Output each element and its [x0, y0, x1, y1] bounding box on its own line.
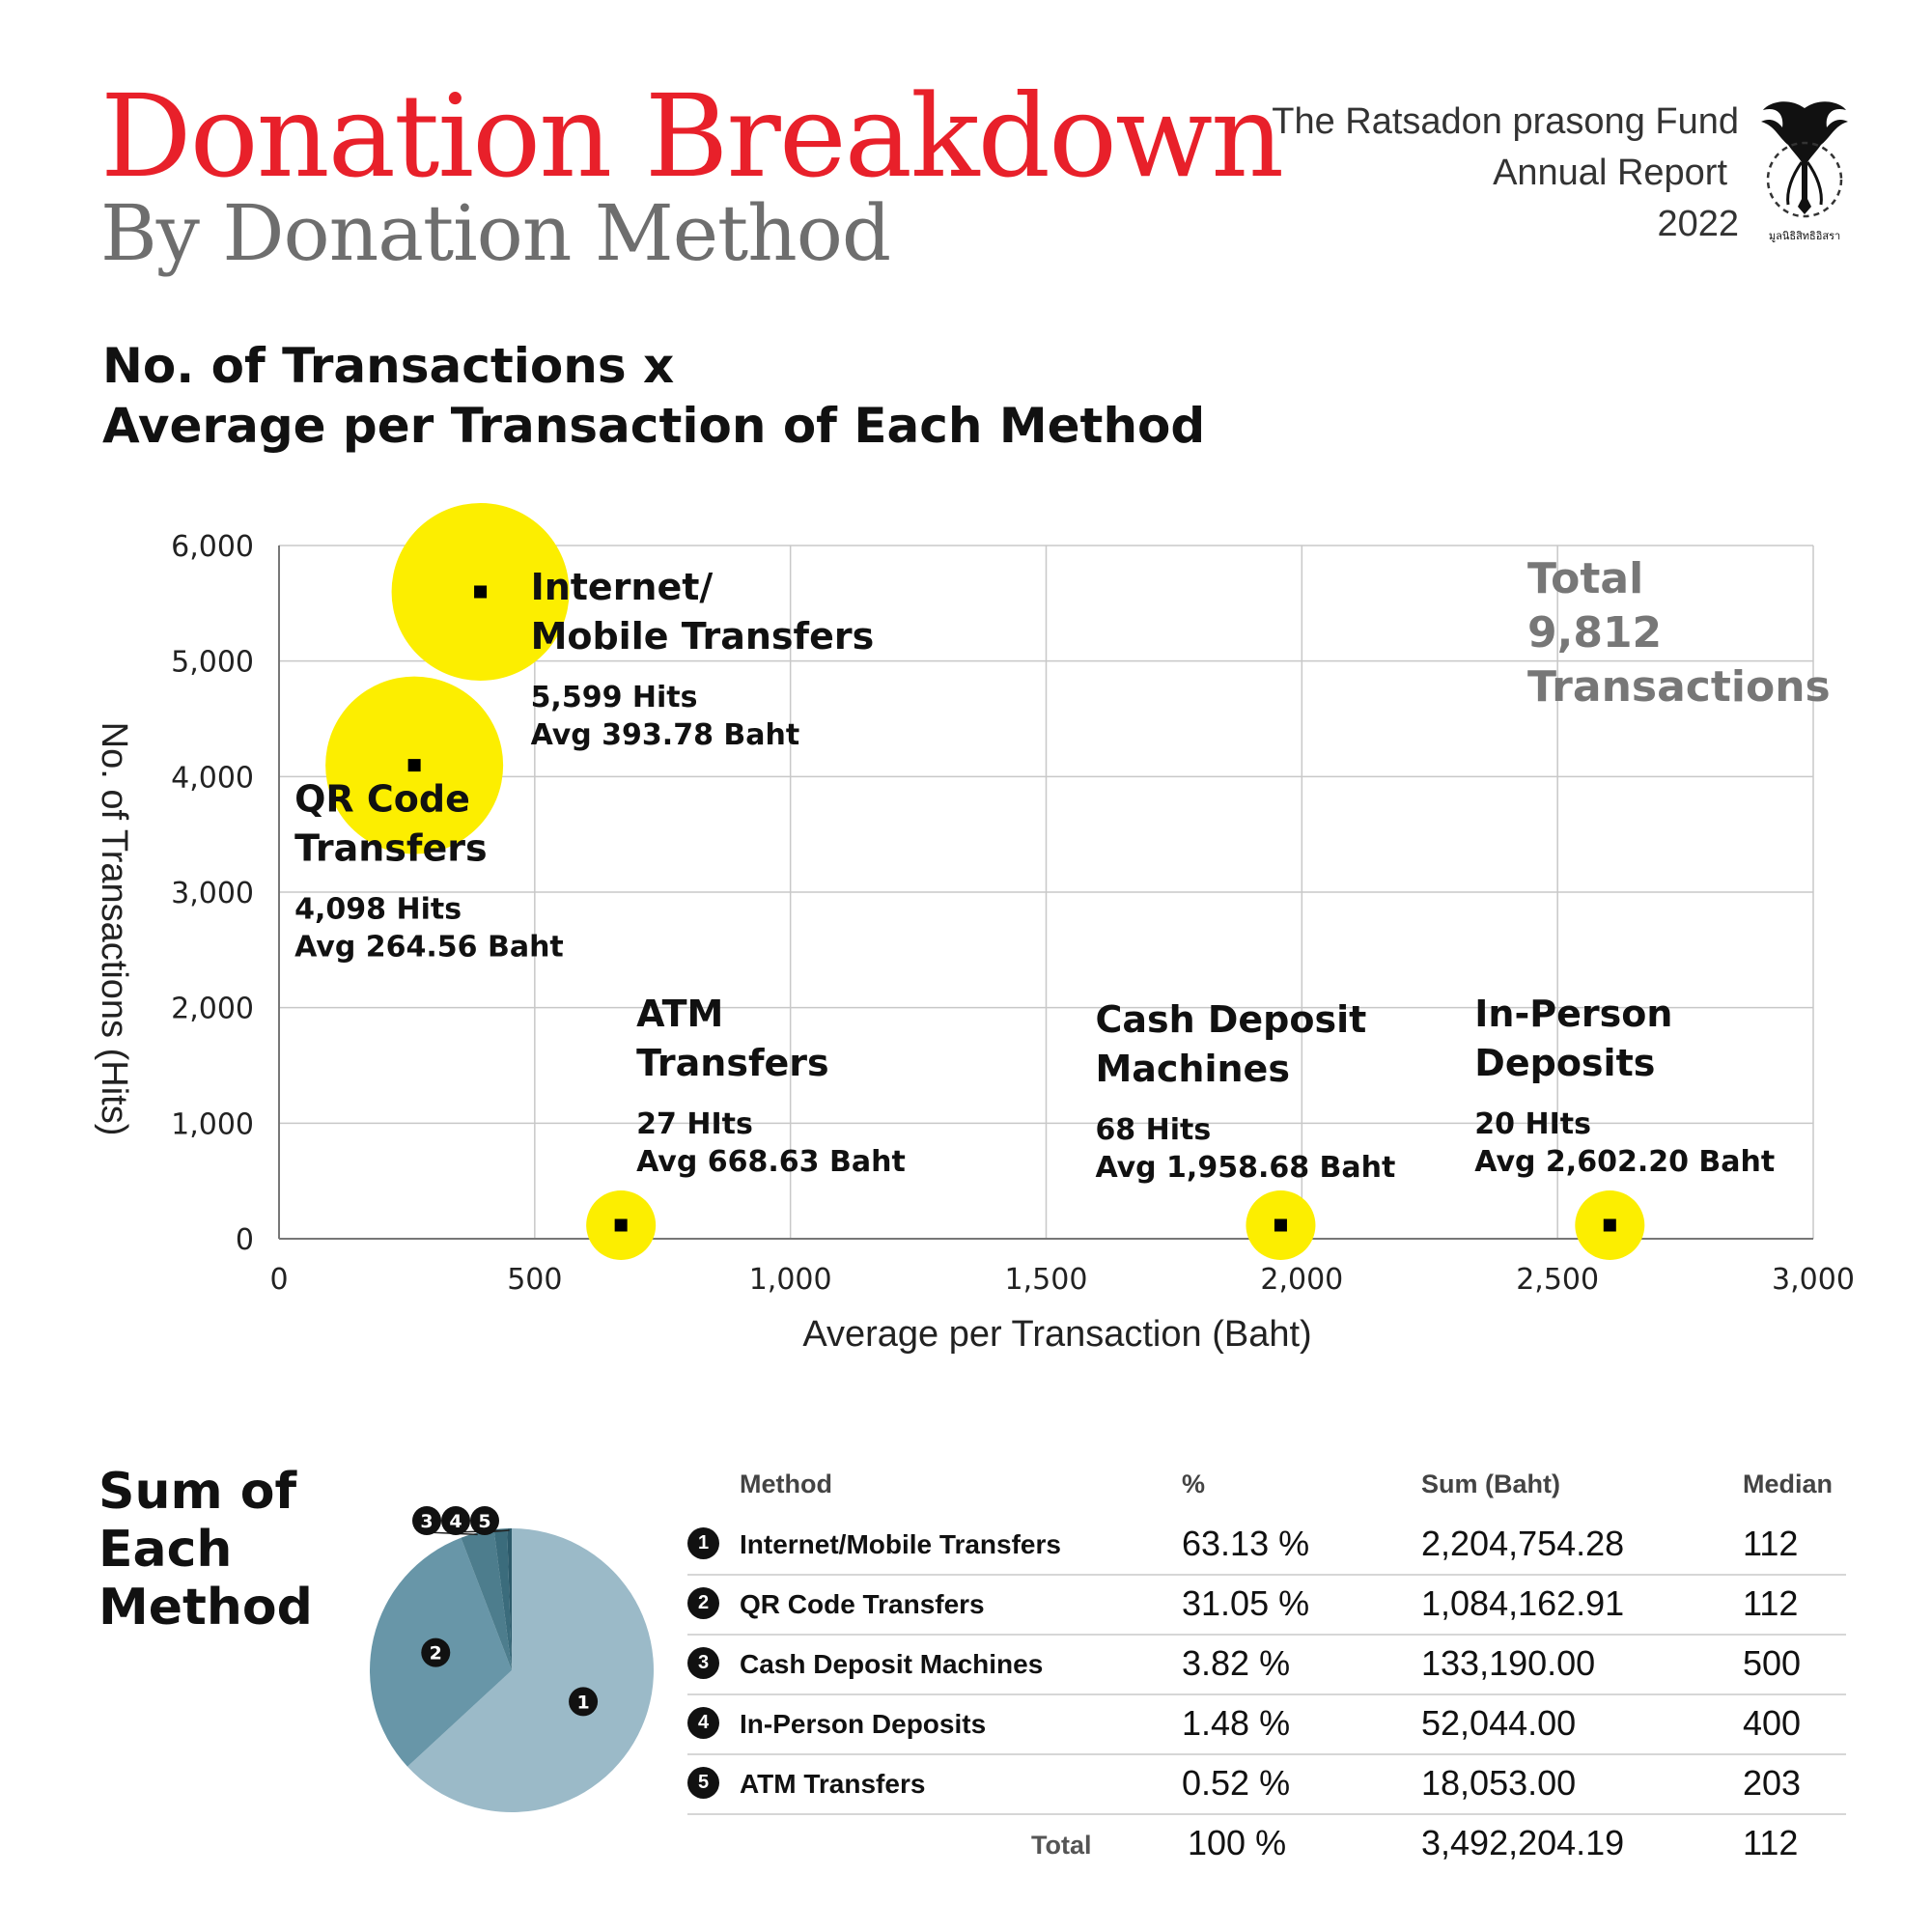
total-median: 112: [1743, 1823, 1799, 1862]
fund-logo: [1759, 98, 1851, 243]
org-name: The Ratsadon prasong Fund: [1272, 101, 1739, 142]
table-row: [687, 1516, 1846, 1576]
x-tick-label: 2,500: [1516, 1263, 1600, 1297]
pie-chart: [348, 1472, 676, 1834]
page-subtitle: By Donation Method: [100, 188, 891, 278]
data-point-marker: [1604, 1219, 1616, 1232]
data-point-marker: [408, 759, 421, 771]
point-name: Internet/: [530, 565, 714, 608]
total-sum: 3,492,204.19: [1421, 1823, 1625, 1862]
row-method: ATM Transfers: [740, 1769, 926, 1799]
point-average: Avg 264.56 Baht: [294, 930, 564, 965]
pie-heading-line2: Each: [98, 1521, 233, 1579]
point-hits: 68 Hits: [1095, 1113, 1212, 1147]
table-total-row: [687, 1815, 1846, 1875]
x-tick-label: 0: [269, 1263, 289, 1297]
x-tick-label: 2,000: [1260, 1263, 1344, 1297]
y-tick-label: 2,000: [171, 992, 254, 1026]
point-hits: 4,098 Hits: [294, 892, 462, 927]
point-name: Cash Deposit: [1095, 998, 1367, 1041]
table-row: [687, 1695, 1846, 1755]
point-name: ATM: [636, 993, 724, 1035]
row-median: 203: [1743, 1763, 1802, 1803]
y-tick-label: 3,000: [171, 877, 254, 910]
chart-heading: [102, 336, 1205, 456]
header-percent: %: [1182, 1469, 1206, 1498]
x-tick-label: 500: [507, 1263, 563, 1297]
point-hits: 20 HIts: [1474, 1107, 1591, 1141]
row-percent: 1.48 %: [1182, 1703, 1291, 1743]
data-bubbles: [325, 503, 1644, 1260]
y-tick-label: 5,000: [171, 645, 254, 680]
data-point-marker: [1274, 1219, 1287, 1232]
row-method: Internet/Mobile Transfers: [740, 1529, 1061, 1559]
row-method: In-Person Deposits: [740, 1709, 987, 1739]
data-point-marker: [615, 1219, 628, 1232]
point-label: [1474, 993, 1775, 1179]
x-tick-label: 1,500: [1004, 1263, 1088, 1297]
point-name: QR Code: [294, 777, 470, 821]
summary-table: [687, 1458, 1846, 1875]
row-percent: 63.13 %: [1182, 1524, 1310, 1563]
point-name: In-Person: [1474, 993, 1673, 1035]
table-row: [687, 1576, 1846, 1636]
point-hits: 5,599 Hits: [530, 680, 698, 714]
point-label: [1095, 998, 1395, 1185]
row-percent: 3.82 %: [1182, 1643, 1291, 1683]
report-info: [1272, 97, 1739, 250]
row-number-badge: 3: [687, 1647, 719, 1679]
point-label: [636, 993, 906, 1179]
pie-badge-number: 2: [429, 1642, 442, 1665]
total-label: Total: [1031, 1831, 1092, 1860]
logo-text: มูลนิธิสิทธิอิสรา: [1768, 230, 1841, 242]
x-tick-label: 1,000: [748, 1263, 832, 1297]
y-tick-label: 4,000: [171, 761, 254, 796]
chart-heading-line2: Average per Transaction of Each Method: [102, 398, 1206, 454]
y-tick-label: 0: [235, 1223, 254, 1257]
row-sum: 1,084,162.91: [1421, 1583, 1625, 1623]
y-axis-label: No. of Transactions (Hits): [94, 721, 134, 1136]
table-row: [687, 1755, 1846, 1815]
x-axis-label: Average per Transaction (Baht): [802, 1314, 1312, 1355]
pie-badge-number: 4: [449, 1511, 462, 1532]
point-name: Deposits: [1474, 1042, 1656, 1084]
y-tick-label: 1,000: [171, 1107, 254, 1142]
row-method: QR Code Transfers: [740, 1589, 985, 1619]
row-number-badge: 4: [687, 1707, 719, 1739]
row-number-badge: 2: [687, 1587, 719, 1619]
row-median: 400: [1743, 1703, 1802, 1743]
row-sum: 133,190.00: [1421, 1643, 1596, 1683]
pie-heading: [98, 1463, 313, 1637]
point-average: Avg 1,958.68 Baht: [1095, 1151, 1396, 1185]
pie-badge-number: 5: [478, 1511, 491, 1532]
report-year: 2022: [1657, 204, 1739, 244]
point-name: Machines: [1095, 1048, 1290, 1090]
total-annotation: [1527, 554, 1831, 712]
point-label: [294, 778, 564, 965]
total-annotation-value: 9,812: [1527, 608, 1663, 658]
header-sum: Sum (Baht): [1421, 1469, 1560, 1498]
row-sum: 18,053.00: [1421, 1763, 1577, 1803]
row-sum: 2,204,754.28: [1421, 1524, 1625, 1563]
row-method: Cash Deposit Machines: [740, 1649, 1044, 1679]
table-row: [687, 1636, 1846, 1695]
total-annotation-line1: Total: [1527, 554, 1644, 603]
chart-heading-line1: No. of Transactions x: [102, 338, 675, 394]
total-annotation-line3: Transactions: [1527, 662, 1831, 712]
point-average: Avg 2,602.20 Baht: [1474, 1145, 1776, 1179]
row-percent: 0.52 %: [1182, 1763, 1291, 1803]
x-tick-label: 3,000: [1772, 1263, 1855, 1297]
point-hits: 27 HIts: [636, 1107, 753, 1141]
point-label: [531, 566, 875, 752]
table-header: [687, 1458, 1846, 1516]
pie-heading-line1: Sum of: [98, 1463, 297, 1521]
pie-badge-number: 1: [576, 1692, 590, 1714]
data-point-marker: [474, 585, 487, 598]
row-median: 112: [1743, 1524, 1799, 1563]
scatter-chart: [0, 492, 1932, 1400]
report-type: Annual Report: [1493, 153, 1727, 193]
total-percent: 100 %: [1188, 1823, 1287, 1862]
y-tick-label: 6,000: [171, 530, 254, 564]
row-sum: 52,044.00: [1421, 1703, 1577, 1743]
row-median: 112: [1743, 1583, 1799, 1623]
point-average: Avg 668.63 Baht: [636, 1145, 906, 1179]
row-percent: 31.05 %: [1182, 1583, 1310, 1623]
header-median: Median: [1743, 1469, 1834, 1498]
page-title: Donation Breakdown: [100, 70, 1283, 203]
header-method: Method: [740, 1469, 832, 1498]
point-average: Avg 393.78 Baht: [530, 717, 800, 752]
row-number-badge: 1: [687, 1527, 719, 1559]
point-name: Transfers: [636, 1042, 829, 1084]
point-name: Mobile Transfers: [530, 614, 875, 658]
point-name: Transfers: [294, 826, 488, 870]
row-number-badge: 5: [687, 1767, 719, 1799]
pie-heading-line3: Method: [98, 1579, 313, 1637]
pie-badge-number: 3: [420, 1511, 434, 1532]
row-median: 500: [1743, 1643, 1802, 1683]
pie-slices: [370, 1528, 654, 1812]
